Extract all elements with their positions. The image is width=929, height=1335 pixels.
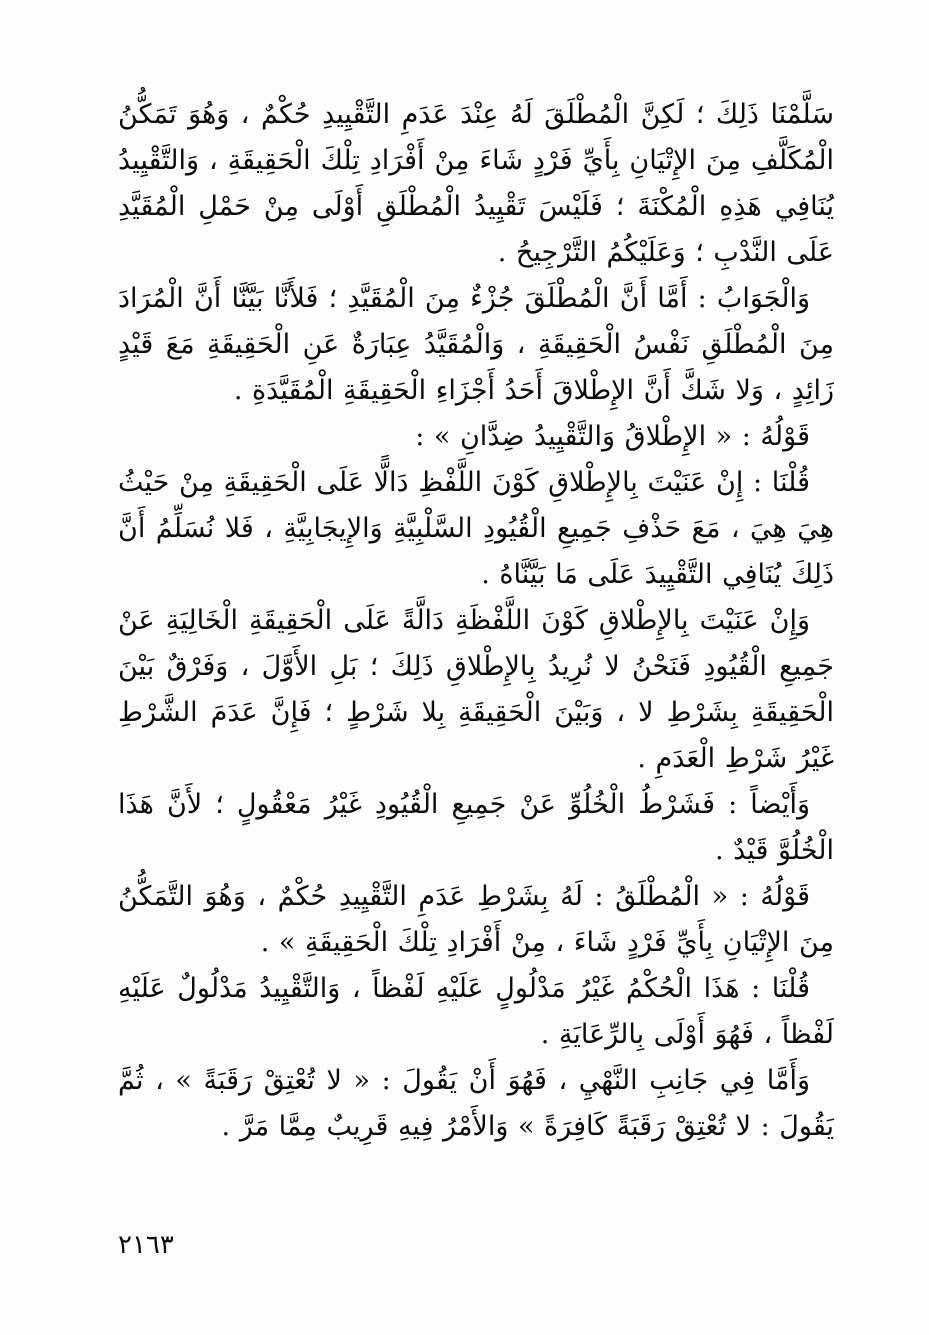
paragraph-7: قَوْلُهُ : « الْمُطْلَقُ : لَهُ بِشَرْطِ عَدَمِ التَّقْيِيدِ حُكْمٌ ، وَهُوَ التَّمَكُّنُ مِنَ الإِتْيَانِ بِأَيِّ فَرْدٍ شَاءَ ، مِنْ أَفْرَادِ تِلْكَ الْحَقِيقَةِ » . [118, 881, 834, 958]
paragraph-9: وَأَمَّا فِي جَانِبِ النَّهْيِ ، فَهُوَ أَنْ يَقُولَ : « لا تُعْتِقْ رَقَبَةً » ، ثُمَّ يَقُولَ : لا تُعْتِقْ رَقَبَةً كَافِرَةً » وَالأَمْرُ فِيهِ قَرِيبٌ مِمَّا مَرَّ . [118, 1065, 834, 1142]
paragraph-5: وَإِنْ عَنَيْتَ بِالإِطْلاقِ كَوْنَ اللَّفْظَةِ دَالَّةً عَلَى الْحَقِيقَةِ الْخَالِيَةِ عَنْ جَمِيعِ الْقُيُودِ فَنَحْنُ لا نُرِيدُ بِالإِطْلاقِ ذَلِكَ ؛ بَلِ الأَوَّلَ ، وَفَرْقٌ بَيْنَ الْحَقِيقَةِ بِشَرْطِ لا ، وَبَيْنَ الْحَقِيقَةِ بِلا شَرْطٍ ؛ فَإِنَّ عَدَمَ الشَّرْطِ غَيْرُ شَرْطِ الْعَدَمِ . [118, 605, 834, 774]
paragraph-8: قُلْنَا : هَذَا الْحُكْمُ غَيْرُ مَدْلُولٍ عَلَيْهِ لَفْظاً ، وَالتَّقْيِيدُ مَدْلُولٌ عَلَيْهِ لَفْظاً ، فَهُوَ أَوْلَى بِالرِّعَايَةِ . [118, 973, 834, 1050]
body-text [118, 92, 834, 1150]
paragraph-6: وَأَيْضاً : فَشَرْطُ الْخُلُوِّ عَنْ جَمِيعِ الْقُيُودِ غَيْرُ مَعْقُولٍ ؛ لأَنَّ هَذَا الْخُلُوَّ قَيْدٌ . [118, 789, 834, 866]
paragraph-2: وَالْجَوَابُ : أَمَّا أَنَّ الْمُطْلَقَ جُزْءٌ مِنَ الْمُقَيَّدِ ؛ فَلأَنَّا بَيَّنَّا أَنَّ الْمُرَادَ مِنَ الْمُطْلَقِ نَفْسُ الْحَقِيقَةِ ، وَالْمُقَيَّدُ عِبَارَةٌ عَنِ الْحَقِيقَةِ مَعَ قَيْدٍ زَائِدٍ ، وَلا شَكَّ أَنَّ الإِطْلاقَ أَحَدُ أَجْزَاءِ الْحَقِيقَةِ الْمُقَيَّدَةِ . [118, 283, 834, 406]
paragraph-1: سَلَّمْنَا ذَلِكَ ؛ لَكِنَّ الْمُطْلَقَ لَهُ عِنْدَ عَدَمِ التَّقْيِيدِ حُكْمٌ ، وَهُوَ تَمَكُّنُ الْمُكَلَّفِ مِنَ الإِتْيَانِ بِأَيِّ فَرْدٍ شَاءَ مِنْ أَفْرَادِ تِلْكَ الْحَقِيقَةِ ، وَالتَّقْيِيدُ يُنَافِي هَذِهِ الْمُكْنَةَ ؛ فَلَيْسَ تَقْيِيدُ الْمُطْلَقِ أَوْلَى مِنْ حَمْلِ الْمُقَيَّدِ عَلَى النَّدْبِ ؛ وَعَلَيْكُمُ التَّرْجِيحُ . [118, 99, 834, 268]
paragraph-4: قُلْنَا : إِنْ عَنَيْتَ بِالإِطْلاقِ كَوْنَ اللَّفْظِ دَالًّا عَلَى الْحَقِيقَةِ مِنْ حَيْثُ هِيَ هِيَ ، مَعَ حَذْفِ جَمِيعِ الْقُيُودِ السَّلْبِيَّةِ وَالإِيجَابِيَّةِ ، فَلا نُسَلِّمُ أَنَّ ذَلِكَ يُنَافِي التَّقْيِيدَ عَلَى مَا بَيَّنَّاهُ . [118, 467, 834, 590]
paragraph-3: قَوْلُهُ : « الإِطْلاقُ وَالتَّقْيِيدُ ضِدَّانِ » : [415, 421, 810, 452]
page-number: ٢١٦٣ [118, 1230, 174, 1260]
